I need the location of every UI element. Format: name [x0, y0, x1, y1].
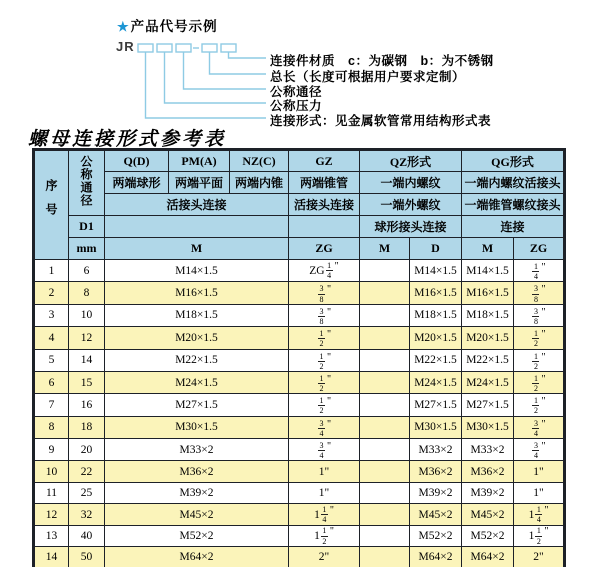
- qz-m-cell: [360, 439, 410, 461]
- qg-zg-cell: 1 2 ": [514, 394, 565, 416]
- dn-cell: 40: [69, 525, 105, 547]
- dn-cell: 16: [69, 394, 105, 416]
- header-row-3: [34, 194, 565, 216]
- qg-zg-cell: 1 2 ": [514, 327, 565, 349]
- m-cell: M36×2: [105, 461, 289, 483]
- seq-cell: 12: [34, 504, 69, 526]
- qg-zg-cell: 1 1 2 ": [514, 525, 565, 547]
- header-row-4: [34, 216, 565, 238]
- qz-m-cell: [360, 260, 410, 282]
- gz-zg-cell: 1": [289, 482, 360, 504]
- seq-cell: 13: [34, 525, 69, 547]
- gz-zg-cell: 3 8 ": [289, 304, 360, 326]
- m-cell: M27×1.5: [105, 394, 289, 416]
- qz-d-cell: M18×1.5: [410, 304, 462, 326]
- m-cell: M14×1.5: [105, 260, 289, 282]
- gz-zg-cell: 1 1 2 ": [289, 525, 360, 547]
- code-box-4: [202, 44, 217, 52]
- header-blank-gz: [289, 216, 360, 238]
- qg-m-cell: M36×2: [462, 461, 514, 483]
- nut-connection-table: [32, 148, 566, 567]
- dn-cell: 25: [69, 482, 105, 504]
- header-sub-nz: 两端内锥: [230, 172, 289, 194]
- label-nominal-pressure: 公称压力: [270, 98, 323, 113]
- qg-m-cell: M30×1.5: [462, 416, 514, 438]
- header-qg-zg: ZG: [514, 238, 565, 260]
- qz-m-cell: [360, 349, 410, 371]
- seq-cell: 7: [34, 394, 69, 416]
- header-m-span: M: [105, 238, 289, 260]
- label-nominal-diameter: 公称通径: [270, 84, 323, 99]
- table-row: [34, 282, 565, 304]
- table-row: [34, 439, 565, 461]
- m-cell: M16×1.5: [105, 282, 289, 304]
- qg-m-cell: M18×1.5: [462, 304, 514, 326]
- table-row: [34, 349, 565, 371]
- qz-d-cell: M64×2: [410, 547, 462, 567]
- qg-zg-cell: 1": [514, 482, 565, 504]
- dn-cell: 32: [69, 504, 105, 526]
- header-connect-qg: 连接: [462, 216, 565, 238]
- header-dn: 公称通径: [69, 150, 105, 216]
- qz-m-cell: [360, 371, 410, 393]
- product-code-prefix: JR: [116, 39, 135, 54]
- qg-m-cell: M52×2: [462, 525, 514, 547]
- gz-zg-cell: 1 2 ": [289, 349, 360, 371]
- label-total-length: 总长（长度可根据用户要求定制）: [270, 69, 466, 84]
- header-union-gz: 活接头连接: [289, 194, 360, 216]
- m-cell: M18×1.5: [105, 304, 289, 326]
- dn-cell: 8: [69, 282, 105, 304]
- table-row: [34, 304, 565, 326]
- table-row: [34, 394, 565, 416]
- qg-m-cell: M27×1.5: [462, 394, 514, 416]
- header-d1: D1: [69, 216, 105, 238]
- qg-zg-cell: 3 4 ": [514, 416, 565, 438]
- product-code-title: 产品代号示例: [130, 19, 218, 34]
- code-box-1: [138, 44, 153, 52]
- header-zg: ZG: [289, 238, 360, 260]
- gz-zg-cell: ZG 1 4 ": [289, 260, 360, 282]
- header-ext-thread-qz: 一端外螺纹: [360, 194, 462, 216]
- seq-cell: 1: [34, 260, 69, 282]
- m-cell: M33×2: [105, 439, 289, 461]
- gz-zg-cell: 3 8 ": [289, 282, 360, 304]
- seq-cell: 9: [34, 439, 69, 461]
- qg-m-cell: M22×1.5: [462, 349, 514, 371]
- qz-m-cell: [360, 394, 410, 416]
- qz-d-cell: M22×1.5: [410, 349, 462, 371]
- header-qg-m: M: [462, 238, 514, 260]
- qz-m-cell: [360, 547, 410, 567]
- code-box-5: [221, 44, 236, 52]
- header-blank-left: [105, 216, 289, 238]
- label-connection-form: 连接形式：见金属软管常用结构形式表: [270, 113, 492, 128]
- m-cell: M30×1.5: [105, 416, 289, 438]
- qz-m-cell: [360, 327, 410, 349]
- seq-cell: 4: [34, 327, 69, 349]
- seq-cell: 5: [34, 349, 69, 371]
- qz-d-cell: M36×2: [410, 461, 462, 483]
- header-taper-thread-qg: 一端锥管螺纹接头: [462, 194, 565, 216]
- qz-d-cell: M33×2: [410, 439, 462, 461]
- m-cell: M52×2: [105, 525, 289, 547]
- qz-m-cell: [360, 525, 410, 547]
- table-row: [34, 260, 565, 282]
- gz-zg-cell: 3 4 ": [289, 439, 360, 461]
- header-col-pm: PM(A): [169, 150, 230, 172]
- header-union-left: 活接头连接: [105, 194, 289, 216]
- gz-zg-cell: 1": [289, 461, 360, 483]
- qz-m-cell: [360, 504, 410, 526]
- qz-d-cell: M52×2: [410, 525, 462, 547]
- qg-zg-cell: 3 4 ": [514, 439, 565, 461]
- seq-cell: 8: [34, 416, 69, 438]
- qz-d-cell: M20×1.5: [410, 327, 462, 349]
- qz-m-cell: [360, 482, 410, 504]
- qz-d-cell: M30×1.5: [410, 416, 462, 438]
- gz-zg-cell: 1 2 ": [289, 327, 360, 349]
- qg-m-cell: M64×2: [462, 547, 514, 567]
- qg-zg-cell: 1 2 ": [514, 349, 565, 371]
- gz-zg-cell: 1 2 ": [289, 394, 360, 416]
- seq-cell: 11: [34, 482, 69, 504]
- qz-d-cell: M27×1.5: [410, 394, 462, 416]
- star-icon: ★: [117, 19, 130, 34]
- leader-line-connection: [146, 52, 267, 118]
- qg-zg-cell: 1 2 ": [514, 371, 565, 393]
- leader-line-length: [210, 52, 267, 74]
- header-sub-pm: 两端平面: [169, 172, 230, 194]
- qg-zg-cell: 1": [514, 461, 565, 483]
- table-row: [34, 525, 565, 547]
- table-row: [34, 547, 565, 567]
- gz-zg-cell: 1 1 4 ": [289, 504, 360, 526]
- header-sub-qz: 一端内螺纹: [360, 172, 462, 194]
- m-cell: M45×2: [105, 504, 289, 526]
- table-row: [34, 327, 565, 349]
- qg-m-cell: M14×1.5: [462, 260, 514, 282]
- table-row: [34, 504, 565, 526]
- seq-cell: 3: [34, 304, 69, 326]
- seq-cell: 2: [34, 282, 69, 304]
- qg-zg-cell: 1 4 ": [514, 260, 565, 282]
- header-col-gz: GZ: [289, 150, 360, 172]
- label-material: 连接件材质 c：为碳钢 b：为不锈钢: [270, 54, 494, 68]
- qz-m-cell: [360, 461, 410, 483]
- header-col-nz: NZ(C): [230, 150, 289, 172]
- table-row: [34, 461, 565, 483]
- dn-cell: 50: [69, 547, 105, 567]
- header-row-2: [34, 172, 565, 194]
- header-seq: 序号: [34, 150, 69, 260]
- header-sub-qg: 一端内螺纹活接头: [462, 172, 565, 194]
- qg-m-cell: M16×1.5: [462, 282, 514, 304]
- header-col-qz: QZ形式: [360, 150, 462, 172]
- header-qz-d: D: [410, 238, 462, 260]
- qz-m-cell: [360, 304, 410, 326]
- leader-line-material: [229, 52, 267, 58]
- qg-m-cell: M20×1.5: [462, 327, 514, 349]
- qg-zg-cell: 3 8 ": [514, 282, 565, 304]
- qz-d-cell: M45×2: [410, 504, 462, 526]
- qz-d-cell: M24×1.5: [410, 371, 462, 393]
- qg-m-cell: M24×1.5: [462, 371, 514, 393]
- m-cell: M39×2: [105, 482, 289, 504]
- table-row: [34, 482, 565, 504]
- qz-m-cell: [360, 416, 410, 438]
- dn-cell: 12: [69, 327, 105, 349]
- header-row-5: [34, 238, 565, 260]
- seq-cell: 6: [34, 371, 69, 393]
- header-sub-q: 两端球形: [105, 172, 169, 194]
- table-row: [34, 416, 565, 438]
- qz-d-cell: M14×1.5: [410, 260, 462, 282]
- table-row: [34, 371, 565, 393]
- header-sub-gz: 两端锥管: [289, 172, 360, 194]
- gz-zg-cell: 3 4 ": [289, 416, 360, 438]
- qg-zg-cell: 1 1 4 ": [514, 504, 565, 526]
- m-cell: M64×2: [105, 547, 289, 567]
- qz-d-cell: M39×2: [410, 482, 462, 504]
- gz-zg-cell: 2": [289, 547, 360, 567]
- m-cell: M22×1.5: [105, 349, 289, 371]
- dn-cell: 20: [69, 439, 105, 461]
- seq-cell: 10: [34, 461, 69, 483]
- m-cell: M24×1.5: [105, 371, 289, 393]
- dn-cell: 14: [69, 349, 105, 371]
- gz-zg-cell: 1 2 ": [289, 371, 360, 393]
- leader-line-pressure: [165, 52, 267, 103]
- dn-cell: 15: [69, 371, 105, 393]
- dn-cell: 10: [69, 304, 105, 326]
- header-mm: mm: [69, 238, 105, 260]
- header-qz-m: M: [360, 238, 410, 260]
- qg-m-cell: M33×2: [462, 439, 514, 461]
- dn-cell: 6: [69, 260, 105, 282]
- header-col-q: Q(D): [105, 150, 169, 172]
- qg-zg-cell: 2": [514, 547, 565, 567]
- dn-cell: 22: [69, 461, 105, 483]
- qg-zg-cell: 3 8 ": [514, 304, 565, 326]
- qz-m-cell: [360, 282, 410, 304]
- qg-m-cell: M39×2: [462, 482, 514, 504]
- code-box-2: [157, 44, 172, 52]
- header-col-qg: QG形式: [462, 150, 565, 172]
- seq-cell: 14: [34, 547, 69, 567]
- header-row-1: [34, 150, 565, 172]
- header-ball-joint-qz: 球形接头连接: [360, 216, 462, 238]
- code-box-3: [176, 44, 191, 52]
- table-title: 螺母连接形式参考表: [28, 128, 227, 150]
- dn-cell: 18: [69, 416, 105, 438]
- qg-m-cell: M45×2: [462, 504, 514, 526]
- m-cell: M20×1.5: [105, 327, 289, 349]
- qz-d-cell: M16×1.5: [410, 282, 462, 304]
